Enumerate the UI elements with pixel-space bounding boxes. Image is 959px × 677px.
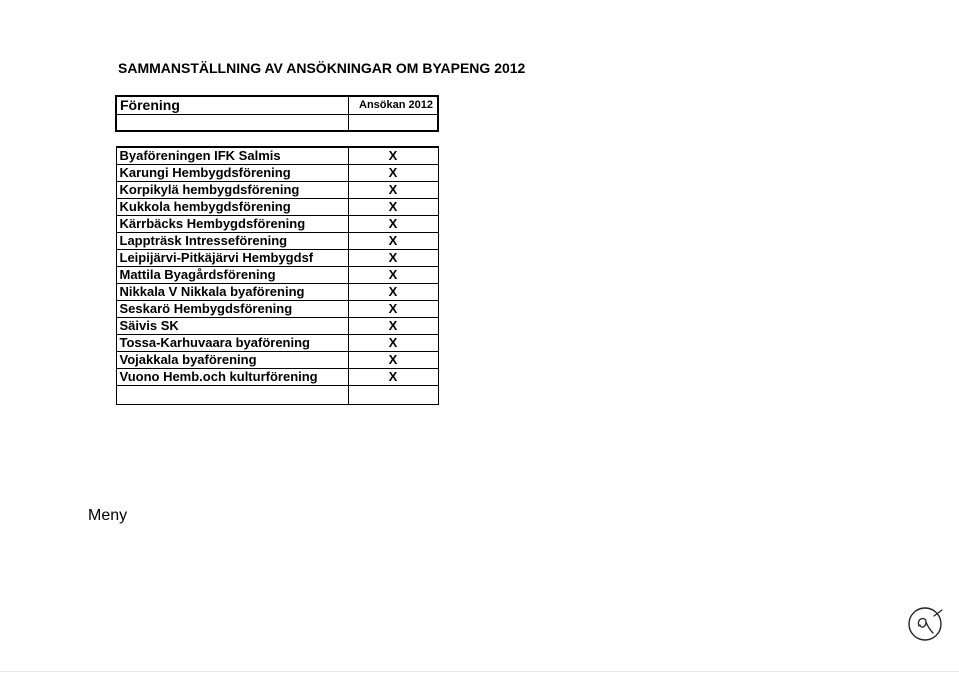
table-row: [116, 233, 438, 250]
association-name: Seskarö Hembygdsförening: [116, 301, 348, 318]
application-mark: X: [348, 250, 438, 267]
meny-link[interactable]: Meny: [88, 507, 128, 524]
column-header-ansokan: Ansökan 2012: [348, 96, 438, 115]
table-row: [116, 335, 438, 352]
association-name: Mattila Byagårdsförening: [116, 267, 348, 284]
association-name: Tossa-Karhuvaara byaförening: [116, 335, 348, 352]
application-mark: X: [348, 267, 438, 284]
application-mark: X: [348, 182, 438, 199]
application-mark: X: [348, 335, 438, 352]
association-name: Kärrbäcks Hembygdsförening: [116, 216, 348, 233]
association-name: Nikkala V Nikkala byaförening: [116, 284, 348, 301]
application-mark: X: [348, 369, 438, 386]
empty-cell: [116, 386, 348, 405]
application-mark: X: [348, 301, 438, 318]
table-row: [116, 182, 438, 199]
applications-table: [115, 95, 439, 405]
association-name: Vuono Hemb.och kulturförening: [116, 369, 348, 386]
table-row: [116, 147, 438, 165]
header-blank-cell: [348, 115, 438, 132]
table-row: [116, 352, 438, 369]
empty-cell: [348, 386, 438, 405]
association-name: Karungi Hembygdsförening: [116, 165, 348, 182]
spacer-cell: [348, 131, 438, 147]
document-title: SAMMANSTÄLLNING AV ANSÖKNINGAR OM BYAPENG 2012: [118, 60, 526, 76]
application-mark: X: [348, 352, 438, 369]
table-spacer-row: [116, 131, 438, 147]
scan-edge-divider: [0, 671, 959, 672]
application-mark: X: [348, 318, 438, 335]
header-blank-cell: [116, 115, 348, 132]
association-name: Kukkola hembygdsförening: [116, 199, 348, 216]
table-row: [116, 199, 438, 216]
association-name: Byaföreningen IFK Salmis: [116, 147, 348, 165]
table-row: [116, 369, 438, 386]
table-row: [116, 165, 438, 182]
application-mark: X: [348, 147, 438, 165]
application-mark: X: [348, 199, 438, 216]
application-mark: X: [348, 216, 438, 233]
table-row: [116, 301, 438, 318]
table-row: [116, 318, 438, 335]
table-header-row: [116, 96, 438, 115]
spacer-cell: [116, 131, 348, 147]
association-name: Leipijärvi-Pitkäjärvi Hembygdsf: [116, 250, 348, 267]
table-row: [116, 250, 438, 267]
table-row: [116, 267, 438, 284]
application-mark: X: [348, 284, 438, 301]
application-mark: X: [348, 233, 438, 250]
application-mark: X: [348, 165, 438, 182]
association-name: Vojakkala byaförening: [116, 352, 348, 369]
association-name: Säivis SK: [116, 318, 348, 335]
table-header-blank-row: [116, 115, 438, 132]
association-name: Lappträsk Intresseförening: [116, 233, 348, 250]
table-row-empty: [116, 386, 438, 405]
table-row: [116, 216, 438, 233]
column-header-forening: Förening: [116, 96, 348, 115]
table-row: [116, 284, 438, 301]
handwritten-page-number-mark-icon: [902, 600, 950, 648]
association-name: Korpikylä hembygdsförening: [116, 182, 348, 199]
